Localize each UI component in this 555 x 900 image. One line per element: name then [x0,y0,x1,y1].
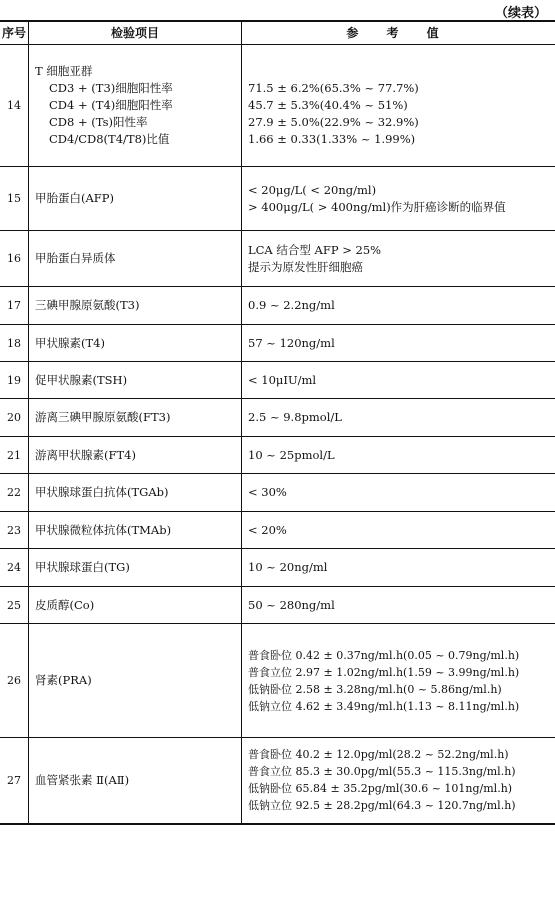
row-number: 22 [0,474,29,512]
reference-value-line: < 10μIU/ml [248,372,317,387]
test-item-line: 三碘甲腺原氨酸(T3) [35,298,140,312]
test-item [29,399,242,437]
test-item-line: 甲状腺球蛋白(TG) [35,560,130,574]
test-item-line: 甲胎蛋白(AFP) [35,191,114,205]
table-row [0,167,555,231]
reference-value [242,45,555,167]
row-number: 21 [0,437,29,474]
test-item [29,587,242,624]
reference-value-line: 0.9 ~ 2.2ng/ml [248,298,335,312]
table-row [0,45,555,167]
row-number: 18 [0,325,29,362]
reference-value-line: 普食立位 2.97 ± 1.02ng/ml.h(1.59 ~ 3.99ng/ml.h) [248,665,520,679]
reference-value-line: 10 ~ 20ng/ml [248,560,328,574]
continued-label: （续表） [494,6,547,21]
reference-value [242,738,555,824]
row-number: 23 [0,512,29,549]
test-item [29,624,242,738]
test-item-line: 肾素(PRA) [35,673,92,687]
table-row [0,231,555,287]
test-item [29,738,242,824]
reference-value-line: 71.5 ± 6.2%(65.3% ~ 77.7%) [248,81,419,95]
reference-value [242,549,555,587]
test-item [29,512,242,549]
test-item-line: 游离甲状腺素(FT4) [35,447,136,462]
reference-value-line: 低钠卧位 65.84 ± 35.2pg/ml(30.6 ~ 101ng/ml.h) [248,782,513,796]
row-number: 27 [0,738,29,824]
table-row [0,624,555,738]
test-item [29,549,242,587]
reference-value [242,399,555,437]
test-item-line: 血管紧张素 Ⅱ(AⅡ) [35,772,130,787]
row-number: 24 [0,549,29,587]
table-body [0,45,555,824]
row-number: 26 [0,624,29,738]
reference-value [242,512,555,549]
reference-value-line: 27.9 ± 5.0%(22.9% ~ 32.9%) [248,115,419,129]
test-item-line: 甲状腺素(T4) [35,335,105,350]
test-item [29,45,242,167]
table-row [0,512,555,549]
reference-value-line: 提示为原发性肝细胞癌 [248,259,363,274]
test-item [29,231,242,287]
test-item-line: 甲胎蛋白异质体 [35,251,116,265]
table-row [0,287,555,325]
table-row [0,549,555,587]
row-number: 16 [0,231,29,287]
reference-value-line: 1.66 ± 0.33(1.33% ~ 1.99%) [248,132,416,146]
reference-value-line: 2.5 ~ 9.8pmol/L [248,410,342,424]
table-row [0,474,555,512]
test-item-line: 皮质醇(Co) [35,597,95,612]
reference-value-line: < 20μg/L( < 20ng/ml) [248,182,377,197]
reference-value [242,624,555,738]
header-ref: 参 考 值 [242,21,555,45]
table-row [0,437,555,474]
row-number: 20 [0,399,29,437]
reference-value [242,231,555,287]
test-item-line: 游离三碘甲腺原氨酸(FT3) [35,410,171,424]
test-item [29,474,242,512]
test-item-line: 甲状腺微粒体抗体(TMAb) [35,522,172,537]
reference-value [242,587,555,624]
header-num: 序号 [0,21,29,45]
row-number: 14 [0,45,29,167]
reference-value-line: 低钠卧位 2.58 ± 3.28ng/ml.h(0 ~ 5.86ng/ml.h) [248,682,502,696]
reference-value-line: 低钠立位 92.5 ± 28.2pg/ml(64.3 ~ 120.7ng/ml.h) [248,799,516,813]
reference-value-line: 45.7 ± 5.3%(40.4% ~ 51%) [248,98,408,112]
reference-value-line: 低钠立位 4.62 ± 3.49ng/ml.h(1.13 ~ 8.11ng/ml.h) [248,699,520,713]
test-item [29,437,242,474]
row-number: 19 [0,362,29,399]
row-number: 15 [0,167,29,231]
test-item-line: T 细胞亚群 [35,64,93,78]
reference-value-line: 普食卧位 40.2 ± 12.0pg/ml(28.2 ~ 52.2ng/ml.h) [248,748,509,762]
test-item [29,287,242,325]
test-item-line: CD4/CD8(T4/T8)比值 [49,132,170,146]
test-item [29,362,242,399]
test-item [29,167,242,231]
reference-value-line: 10 ~ 25pmol/L [248,447,335,462]
reference-value [242,437,555,474]
table-row [0,362,555,399]
reference-value [242,325,555,362]
table-row [0,738,555,824]
test-item-line: CD4 + (T4)细胞阳性率 [49,98,173,112]
reference-value-line: LCA 结合型 AFP > 25% [248,242,382,257]
reference-value [242,287,555,325]
reference-value [242,167,555,231]
reference-value-line: 普食立位 85.3 ± 30.0pg/ml(55.3 ~ 115.3ng/ml.h) [248,765,516,779]
table-row [0,399,555,437]
reference-table [0,20,555,825]
reference-value [242,474,555,512]
reference-value-line: 57 ~ 120ng/ml [248,335,335,350]
reference-value [242,362,555,399]
reference-value-line [248,63,549,80]
table-row [0,325,555,362]
reference-value-line: < 30% [248,485,287,499]
row-number: 17 [0,287,29,325]
test-item-line: CD8 + (Ts)阳性率 [49,115,148,129]
test-item-line: 促甲状腺素(TSH) [35,372,128,387]
reference-value-line: 普食卧位 0.42 ± 0.37ng/ml.h(0.05 ~ 0.79ng/ml.h) [248,648,520,662]
row-number: 25 [0,587,29,624]
reference-value-line: < 20% [248,522,287,537]
reference-value-line: > 400μg/L( > 400ng/ml)作为肝癌诊断的临界值 [248,199,506,214]
header-item: 检验项目 [29,21,242,45]
reference-value-line: 50 ~ 280ng/ml [248,597,335,612]
test-item [29,325,242,362]
header-row [0,21,555,45]
table-row [0,587,555,624]
test-item-line: CD3 + (T3)细胞阳性率 [49,81,173,95]
test-item-line: 甲状腺球蛋白抗体(TGAb) [35,485,169,499]
